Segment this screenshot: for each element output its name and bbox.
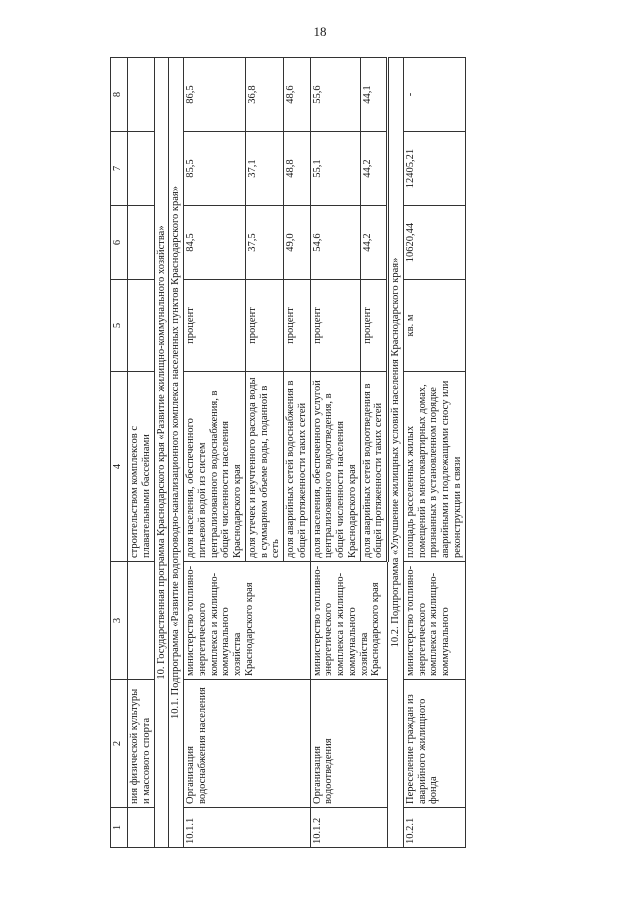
page-number: 18 (313, 24, 327, 39)
cell (128, 808, 155, 848)
unit: процент (284, 280, 311, 372)
indicator-name: доля населения, обеспеченного питьевой водой из систем централизованного водоснабжения, в общей численности населения Краснодарского края (184, 372, 246, 562)
responsible-organization: министерство топливно-энергетического комплекса и жилищно-коммунального хозяйства Краснодарского края (310, 562, 388, 680)
measure-name: Переселение граждан из аварийного жилищного фонда (403, 680, 465, 808)
column-number: 1 (111, 808, 128, 848)
indicator-name: доля аварийных сетей водоотведения в общей протяженности таких сетей (360, 372, 388, 562)
column-number: 6 (111, 206, 128, 280)
cell (128, 206, 155, 280)
row-number: 10.1.1 (184, 808, 311, 848)
responsible-organization: министерство топливно-энергетического комплекса и жилищно-коммунального хозяйства Краснодарского края (184, 562, 311, 680)
unit: процент (360, 280, 388, 372)
value-col6: 54,6 (310, 206, 360, 280)
value-col8: 55,6 (310, 58, 360, 132)
value-col6: 49,0 (284, 206, 311, 280)
value-col8: 48,6 (284, 58, 311, 132)
table-row (184, 58, 246, 848)
row-number: 10.1.2 (310, 808, 388, 848)
responsible-organization: министерство топливно-энергетического комплекса и жилищно-коммунального (403, 562, 465, 680)
column-number: 7 (111, 132, 128, 206)
cell (128, 562, 155, 680)
column-number: 8 (111, 58, 128, 132)
indicator-name: доля утечек и неучтенного расхода воды в суммарном объеме воды, поданной в сеть (245, 372, 283, 562)
cell: строительством комплексов с плавательными бассейнами (128, 372, 155, 562)
indicator-name: доля аварийных сетей водоснабжения в общей протяженности таких сетей (284, 372, 311, 562)
value-col6: 84,5 (184, 206, 246, 280)
table-row (310, 58, 360, 848)
value-col7: 12405,21 (403, 132, 465, 206)
value-col7: 37,1 (245, 132, 283, 206)
row-number: 10.2.1 (403, 808, 465, 848)
unit: процент (245, 280, 283, 372)
column-number: 5 (111, 280, 128, 372)
section-title: 10. Государственная программа Краснодарского края «Развитие жилищно-коммунального хозяйства» (154, 58, 169, 848)
measure-name: Организация водоотведения (310, 680, 388, 808)
value-col7: 85,5 (184, 132, 246, 206)
value-col7: 44,2 (360, 132, 388, 206)
measure-name: Организация водоснабжения населения (184, 680, 311, 808)
value-col8: 36,8 (245, 58, 283, 132)
subsection-heading-row (388, 58, 404, 848)
subsection-title: 10.1. Подпрограмма «Развитие водопроводно-канализационного комплекса населенных пунктов Краснодарского края» (169, 58, 184, 848)
cell (128, 280, 155, 372)
value-col7: 55,1 (310, 132, 360, 206)
cell (128, 58, 155, 132)
subsection-heading-row (169, 58, 184, 848)
unit: процент (184, 280, 246, 372)
value-col8: - (403, 58, 465, 132)
column-number-row (111, 58, 128, 848)
value-col8: 44,1 (360, 58, 388, 132)
value-col6: 44,2 (360, 206, 388, 280)
cell (128, 132, 155, 206)
unit: кв. м (403, 280, 465, 372)
indicator-name: площадь расселенных жилых помещений в многоквартирных домах, признанных в установленном порядке аварийными и подлежащими сносу или реконструкции в связи (403, 372, 465, 562)
table-row (403, 58, 465, 848)
value-col6: 10620,44 (403, 206, 465, 280)
carry-over-row (128, 58, 155, 848)
rotated-table-container (110, 58, 466, 848)
section-heading-row (154, 58, 169, 848)
column-number: 3 (111, 562, 128, 680)
subsection-title: 10.2. Подпрограмма «Улучшение жилищных условий населения Краснодарского края» (388, 58, 404, 848)
column-number: 4 (111, 372, 128, 562)
column-number: 2 (111, 680, 128, 808)
unit: процент (310, 280, 360, 372)
value-col8: 86,5 (184, 58, 246, 132)
indicators-table (110, 57, 466, 848)
value-col6: 37,5 (245, 206, 283, 280)
indicator-name: доля населения, обеспеченного услугой централизованного водоотведения, в общей численности населения Краснодарского края (310, 372, 360, 562)
cell: ния физической культуры и массового спорта (128, 680, 155, 808)
value-col7: 48,8 (284, 132, 311, 206)
